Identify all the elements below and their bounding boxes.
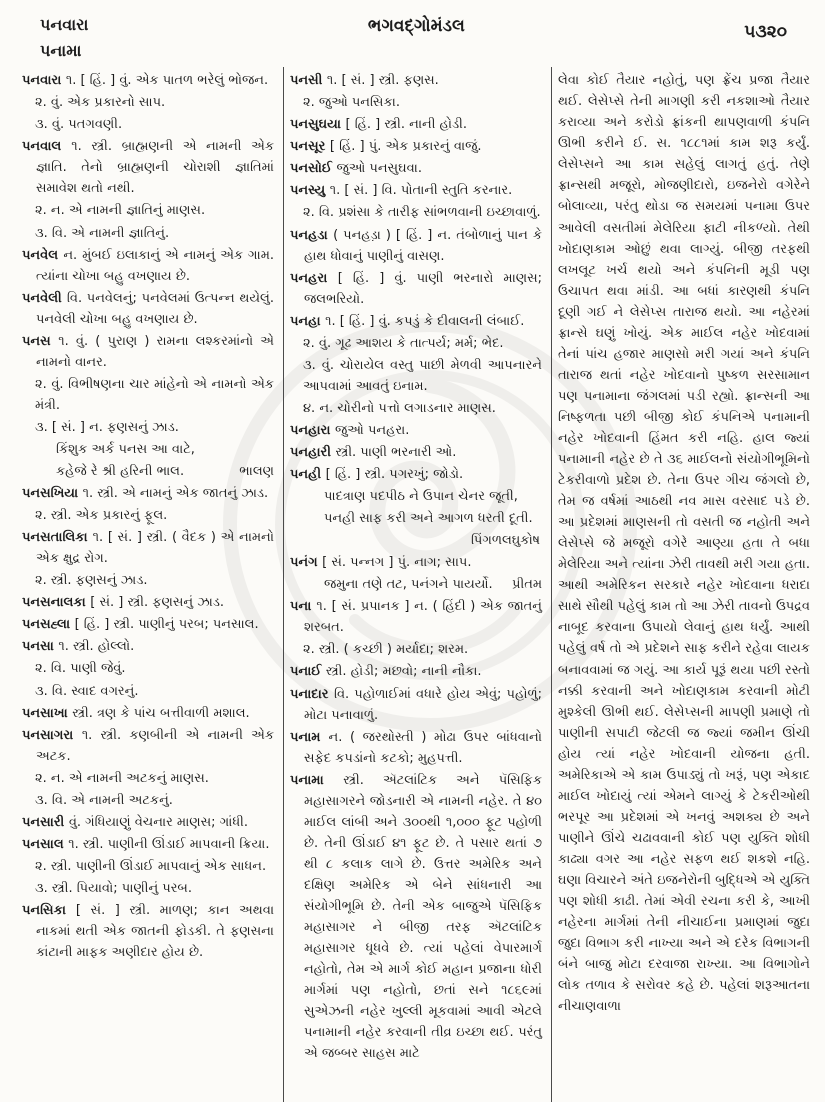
dictionary-entry: પનહા ૧. [ હિં. ] વું. કપડું કે દીવાલની લંબાઈ. bbox=[290, 313, 525, 329]
headword: પના bbox=[290, 599, 317, 615]
dictionary-verse: કિંશુક અર્ક પનસ આ વાટે, bbox=[56, 441, 195, 457]
dictionary-sense: ૨. સ્ત્રી. એક પ્રકારનું ફૂલ. bbox=[35, 508, 168, 524]
headword: પનામા bbox=[290, 772, 344, 788]
headword: પનવાલ bbox=[22, 139, 72, 155]
dictionary-sense: ૩. વિ. એ નામની અટકનું. bbox=[35, 792, 173, 808]
headword: પનહડા bbox=[290, 227, 334, 243]
headword: પનવારા bbox=[22, 73, 66, 89]
headword: પનસાલ bbox=[22, 836, 69, 852]
dictionary-sense: ૪. ન. ચોરીનો પત્તો લગાડનાર માણસ. bbox=[303, 400, 496, 416]
dictionary-entry: પનહરા [ હિં. ] વું. પાણી ભરનારો માણસ; જલભરિયો. bbox=[290, 270, 542, 307]
headword: પનહા bbox=[290, 313, 326, 329]
headword: પનસિકા bbox=[22, 902, 76, 918]
headword: પનંગ bbox=[290, 555, 323, 571]
verse-attribution: પ્રીતમ bbox=[512, 577, 542, 593]
dictionary-sense: ૨. વું. વિભીષણના ચાર માંહેનો એ નામનો એક મંત્રી. bbox=[35, 376, 274, 413]
dictionary-sense: ૩. વિ. એ નામની જ્ઞાતિનું. bbox=[35, 225, 170, 241]
dictionary-sense: ૨. વું. ગૂઢ આશય કે તાત્પર્ય; મર્મ; ભેદ. bbox=[303, 335, 504, 351]
headword: પનસ્યુ bbox=[290, 183, 330, 199]
dictionary-entry: પનસુઘયા [ હિં. ] સ્ત્રી. નાની હોડી. bbox=[290, 117, 468, 133]
dictionary-entry: પનામ ન. ( જરથોસ્તી ) મોઢા ઉપર બાંધવાનો સફેદ કપડાંનો કટકો; મુહપત્તી. bbox=[290, 729, 542, 766]
running-head-last-word: પનામા bbox=[40, 40, 82, 60]
headword: પનસાખા bbox=[22, 705, 73, 721]
headword: પનવેલી bbox=[22, 290, 67, 306]
dictionary-sense: ૨. વિ. પાણી જેવું. bbox=[35, 661, 126, 677]
dictionary-entry: પના ૧. [ સં. પ્રપાનક ] ન. ( હિંદી ) એક જાતનું શરબત. bbox=[290, 599, 542, 636]
dictionary-entry: પનસખિયા ૧. સ્ત્રી. એ નામનું એક જાતનું ઝાડ. bbox=[22, 486, 269, 502]
column-3 bbox=[551, 67, 819, 1102]
headword: પનાઈ bbox=[290, 664, 326, 680]
dictionary-entry: પનાઈ સ્ત્રી. હોડી; મછવો; નાની નૌકા. bbox=[290, 664, 482, 680]
running-head-first-word: પનવારા bbox=[40, 15, 89, 34]
dictionary-verse: ભાલણ કહેજે રે શ્રી હરિની ભાલ. bbox=[56, 461, 274, 482]
headword: પનસૂર bbox=[290, 139, 330, 155]
dictionary-sense: ૩. સ્ત્રી. પિયાવો; પાણીનું પરબ. bbox=[35, 880, 193, 896]
dictionary-sense: ૩. વિ. સ્વાદ વગરનું. bbox=[35, 683, 139, 699]
headword: પનસા bbox=[22, 639, 59, 655]
dictionary-verse: પ્રીતમ જમુના તણે તટ, પનંગને પાયર્યો. bbox=[324, 574, 542, 595]
dictionary-entry: પનસતાલિકા ૧. [ સં. ] સ્ત્રી. ( વૈદક ) એ નામનો એક ક્ષુદ્ર રોગ. bbox=[22, 530, 274, 567]
dictionary-entry: પનસારી વું. ગંધિયાણું વેચનાર માણસ; ગાંધી. bbox=[22, 814, 248, 830]
dictionary-sense: ૨. વું. એક પ્રકારનો સાપ. bbox=[35, 95, 166, 111]
dictionary-entry: પનહી [ હિં. ] સ્ત્રી. પગરખું; જોડો. bbox=[290, 467, 464, 483]
headword: પનસ bbox=[22, 333, 59, 349]
text-columns bbox=[16, 67, 819, 1102]
headword: પનામ bbox=[290, 729, 329, 745]
headword: પનવેલ bbox=[22, 247, 64, 263]
running-head bbox=[40, 12, 88, 63]
dictionary-sense: ૨. સ્ત્રી. ( કચ્છી ) મર્યાદા; શરમ. bbox=[303, 642, 469, 658]
dictionary-sense: ૩. વું. પતગવણી. bbox=[35, 117, 123, 133]
dictionary-sense: ૩. [ સં. ] ન. ફણસનું ઝાડ. bbox=[35, 419, 179, 435]
headword: પનાદાર bbox=[290, 686, 334, 702]
dictionary-sense: ૨. સ્ત્રી. ફણસનું ઝાડ. bbox=[35, 573, 148, 589]
dictionary-entry: પનસ ૧. વું. ( પુરાણ ) રામના લશ્કરમાંનો એ નામનો વાનર. bbox=[22, 333, 274, 370]
dictionary-verse: પાદત્રાણ પદપીઠ ને ઉપાન ચેનર જૂતી, bbox=[324, 489, 518, 505]
dictionary-entry: પનસ્યુ ૧. [ સં. ] વિ. પોતાની સ્તુતિ કરનાર. bbox=[290, 183, 513, 199]
page-number: ૫૩૨૦ bbox=[744, 22, 787, 42]
headword: પનસખિયા bbox=[22, 486, 83, 502]
dictionary-sense: ૨. ન. એ નામની અટકનું માણસ. bbox=[35, 770, 209, 786]
dictionary-entry: પનવાલ ૧. સ્ત્રી. બ્રાહ્મણની એ નામની એક જ્ઞાતિ. તેનો બ્રાહ્મણની ચોરાશી જ્ઞાતિમાં સમાવેશ થતો નથી. bbox=[22, 139, 275, 197]
dictionary-entry: પનસાલ ૧. સ્ત્રી. પાણીની ઊંડાઈ માપવાની ક્રિયા. bbox=[22, 836, 270, 852]
dictionary-sense: ૨. સ્ત્રી. પાણીની ઊંડાઈ માપવાનું એક સાધન. bbox=[35, 858, 267, 874]
headword: પનસોઈ bbox=[290, 161, 337, 177]
dictionary-entry: પનવારા ૧. [ હિં. ] વું. એક પાતળ ભરેલું ભોજન. bbox=[22, 73, 269, 89]
dictionary-entry: પનાદાર વિ. પહોળાઈમાં વધારે હોય એવું; પહોળું; મોટા પનાવાળું. bbox=[290, 686, 542, 723]
headword: પનસી bbox=[290, 73, 327, 89]
book-title: ભગવદ્ગોમંડલ bbox=[367, 16, 465, 36]
dictionary-entry: પનંગ [ સં. પન્નગ ] પું. નાગ; સાપ. bbox=[290, 555, 472, 571]
dictionary-entry: પનસહ્લા [ હિં. ] સ્ત્રી. પાણીનું પરબ; પનસાલ. bbox=[22, 617, 259, 633]
headword: પનહારી bbox=[290, 444, 336, 460]
dictionary-sense: ૨. જુઓ પનસિકા. bbox=[303, 95, 400, 111]
headword: પનસહ્લા bbox=[22, 617, 75, 633]
dictionary-entry: પનહારા જુઓ પનહરા. bbox=[290, 422, 410, 438]
dictionary-sense: ૨. વિ. પ્રશંસા કે તારીફ સાંભળવાની ઇચ્છાવાળું. bbox=[303, 205, 541, 221]
dictionary-entry: પનસનાલકા [ સં. ] સ્ત્રી. ફણસનું ઝાડ. bbox=[22, 595, 225, 611]
headword: પનસતાલિકા bbox=[22, 530, 93, 546]
dictionary-sense: ૨. ન. એ નામની જ્ઞાતિનું માણસ. bbox=[35, 203, 206, 219]
headword: પનહરા bbox=[290, 270, 338, 286]
dictionary-entry: પનહારી સ્ત્રી. પાણી ભરનારી ઓ. bbox=[290, 444, 457, 460]
dictionary-entry: પનસાગરા ૧. સ્ત્રી. કણબીની એ નામની એક અટક. bbox=[22, 727, 274, 764]
dictionary-entry: પનહડા ( પનહડ઼ા ) [ હિં. ] ન. તંબોળાનું પાન કે હાથ ધોવાનું પાણીનું વાસણ. bbox=[290, 227, 542, 264]
page-header bbox=[0, 0, 825, 63]
dictionary-entry: પનસોઈ જુઓ પનસુઘવા. bbox=[290, 161, 422, 177]
headword: પનહી bbox=[290, 467, 326, 483]
column-1 bbox=[16, 67, 283, 1102]
dictionary-entry: પનસિકા [ સં. ] સ્ત્રી. માળણ; કાન અથવા નાકમાં થતી એક જાતની ફોડકી. તે ફણસના કાંટાની માફક અણીદાર હોય છે. bbox=[22, 902, 274, 961]
dictionary-entry: પનસી ૧. [ સં. ] સ્ત્રી. ફણસ. bbox=[290, 73, 439, 89]
dictionary-continuation: લેવા કોઈ તૈયાર નહોતું, પણ ફ્રેંચ પ્રજા તૈયાર થઈ. લેસેપ્સે તેની માગણી કરી નકશાઓ તૈયાર કરાવ્યા અને કરોડો ફ્રાંકની થાપણવાળી કંપનિ ઊભી કરીને ઈ. સ. ૧૮૮૧માં કામ શરૂ કર્યું. લેસેપ્સને આ કામ સહેલું લાગતું હતું. તેણે ફ્રાન્સથી મજૂરો, મોજણીદારો, ઇજનેરો વગેરેને બોલાવ્યા, પરંતુ થોડા જ સમયમાં પનામા ઉપર આવેલી વસતીમાં મેલેરિયા ફાટી નીકળ્યો. તેથી ખોદાણકામ ઓછું થવા લાગ્યું. બીજી તરફથી લખલૂટ ખર્ચ થયો અને કંપનિની મૂડી પણ ઉચાપત થવા માંડી. આ બધાં કારણથી કંપનિ દૂણી ગઈ ને લેસેપ્સ તારાજ થયો. આ નહેરમાં ફ્રાન્સે ઘણું ખોયું. એક માઈલ નહેર ખોદવામાં તેનાં પાંચ હજાર માણસો મરી ગયાં અને કંપનિ તારાજ થતાં નહેર ખોદવાનો પુષ્કળ સરસામાન પણ પનામાના જંગલમાં પડી રહ્યો. ફ્રાન્સની આ નિષ્ફળતા પછી બીજી કોઈ કંપનિએ પનામાની નહેર ખોદવાની હિંમત કરી નહિ. હાલ જ્યાં પનામાની નહેર છે તે ૩૬ માઈલનો સંયોગીભૂમિનો ટેકરીવાળો પ્રદેશ છે. તેના ઉપર ગીચ જંગલો છે, તેમ જ વર્ષમાં આઠથી નવ માસ વરસાદ પડે છે. આ પ્રદેશમાં માણસની તો વસતી જ નહોતી અને લેસેપ્સે જે મજૂરો વગેરે આણ્યા હતા તે બધા મેલેરિયા અને ત્યાંના ઝેરી તાવથી મરી ગયા હતા. આથી અમેરિકન સરકારે નહેર ખોદવાના ધરાદા સાથે સૌથી પહેલું કામ તો આ ઝેરી તાવનો ઉપદ્રવ નાબૂદ કરવાના ઉપાયો લેવાનું હાથ ધર્યું. આથી પહેલું વર્ષ તો એ પ્રદેશને સાફ કરીને રહેવા લાયક બનાવવામાં જ ગયું. આ કાર્ય પૂરૂં થયા પછી રસ્તો નક્કી કરવાની અને ખોદાણકામ કરવાની મોટી મુશ્કેલી ઊભી થઈ. લેસેપ્સની માપણી પ્રમાણે તો પાણીની સપાટી જેટલી જ જ્યાં જમીન ઊંચી હોય ત્યાં નહેર ખોદવાની યોજના હતી. અમેરિકાએ એ કામ ઉપાડ્યું તો ખરૂં, પણ એકાદ માઈલ ખોદાયું ત્યાં એમને લાગ્યું કે ટેકરીઓથી ભરપૂર આ પ્રદેશમાં એ ખનવું અશક્ય છે અને પાણીને ઊંચે ચઢાવવાની કોઈ પણ યુક્તિ શોધી કાઢ્યા વગર આ નહેર સફળ થઈ શકશે નહિ. ઘણા વિચારને અંતે ઇજનેરોની બુદ્ધિએ એ યુક્તિ પણ શોધી કાઢી. તેમાં એવી રચના કરી કે, આખી નહેરના માર્ગમાં તેની નીચાઈના પ્રમાણમાં જુદા જુદા વિભાગ કરી નાખ્યા અને એ દરેક વિભાગની બંને બાજુ મોટા દરવાજા રાખ્યા. આ વિભાગોને લોક તળાવ કે સરોવર કહે છે. પહેલાં શરૂઆતના નીચાણવાળા bbox=[558, 73, 810, 1015]
headword: પનહારા bbox=[290, 422, 335, 438]
dictionary-entry: પનસા ૧. સ્ત્રી. હોલ્લો. bbox=[22, 639, 135, 655]
headword: પનસારી bbox=[22, 814, 69, 830]
dictionary-entry: પનવેલી વિ. પનવેલનું; પનવેલમાં ઉત્પન્ન થયેલું. પનવેલી ચોખા બહુ વખણાય છે. bbox=[22, 290, 275, 327]
column-2 bbox=[283, 67, 551, 1102]
headword: પનસુઘયા bbox=[290, 117, 346, 133]
dictionary-sense: ૩. વું. ચોરાયેલ વસ્તુ પાછી મેળવી આપનારને આપવામાં આવતું ઇનામ. bbox=[303, 357, 542, 394]
headword: પનસાગરા bbox=[22, 727, 82, 743]
headword: પનસનાલકા bbox=[22, 595, 91, 611]
dictionary-verse: પનહી સાફ કરી અને આગળ ધરતી દૂતી. bbox=[324, 511, 533, 527]
dictionary-entry: પનસૂર [ હિં. ] પું. એક પ્રકારનું વાજું. bbox=[290, 139, 482, 155]
dictionary-entry: પનવેલ ન. મુંબઈ ઇલાકાનું એ નામનું એક ગામ. ત્યાંના ચોખા બહુ વખણાય છે. bbox=[22, 247, 275, 284]
dictionary-entry: પનસાખા સ્ત્રી. ત્રણ કે પાંચ બત્તીવાળી મશાલ. bbox=[22, 705, 250, 721]
dictionary-attr-line: પિંગળલઘુકોષ bbox=[470, 533, 540, 549]
dictionary-entry: પનામા સ્ત્રી. ઍટલાંટિક અને પૅસિફિક મહાસાગરને જોડનારી એ નામની નહેર. તે ૪૦ માઈલ લાંબી અને ૩૦૦થી ૧,૦૦૦ ફૂટ પહોળી છે. તેની ઊંડાઈ ૪૧ ફૂટ છે. તે પસાર થતાં ૭ થી ૮ કલાક લાગે છે. ઉત્તર અમેરિક અને દક્ષિણ અમેરિક એ બેને સાંધનારી આ સંયોગીભૂમિ છે. તેની એક બાજુએ પૅસિફિક મહાસાગર ને બીજી તરફ ઍટલાંટિક મહાસાગર ધૂધવે છે. ત્યાં પહેલાં વેપારમાર્ગ નહોતો, તેમ એ માર્ગ કોઈ મહાન પ્રજાના ધોરી માર્ગમાં પણ નહોતો, છતાં સને ૧૮૬૯માં સુએઝની નહેર ખુલ્લી મૂકવામાં આવી એટલે પનામાની નહેર કરવાની તીવ્ર ઇચ્છા થઈ. પરંતુ એ જબ્બર સાહસ માટે bbox=[290, 772, 542, 1062]
verse-attribution: ભાલણ bbox=[239, 464, 274, 480]
